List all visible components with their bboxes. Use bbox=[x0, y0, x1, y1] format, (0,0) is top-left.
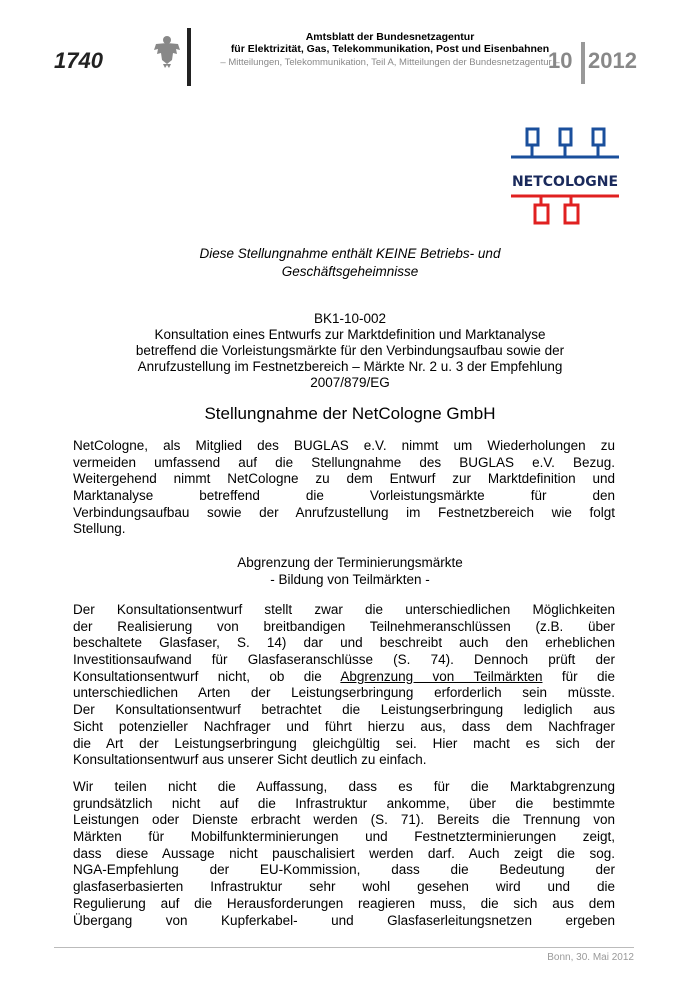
submarket-emphasis: Abgrenzung von Teilmärkten bbox=[340, 668, 543, 684]
text-line: Regulierung auf die Herausforderungen reagieren muss, die sich aus dem bbox=[73, 895, 615, 911]
text-line: vermeiden umfassend auf die Stellungnahme des BUGLAS e.V. Bezug. bbox=[73, 454, 615, 470]
logo-text: NETCOLOGNE bbox=[511, 174, 619, 190]
netcologne-logo bbox=[505, 123, 625, 235]
intro-paragraph bbox=[73, 438, 615, 538]
text-line: Marktanalyse betreffend die Vorleistungsmärkte für den bbox=[73, 488, 615, 504]
text-line: Leistungen oder Dienste erbracht werden (S. 71). Bereits die Trennung von bbox=[73, 812, 615, 828]
bulletin-title-line1: Amtsblatt der Bundesnetzagentur bbox=[305, 31, 475, 43]
text-line: Übergang von Kupferkabel- und Glasfaserleitungsnetzen ergeben bbox=[73, 912, 615, 928]
text-line: NetCologne, als Mitglied des BUGLAS e.V. nimmt um Wiederholungen zu bbox=[73, 438, 615, 453]
page-number: 1740 bbox=[54, 48, 103, 73]
case-number: BK1-10-002 bbox=[313, 311, 387, 326]
case-line1: Konsultation eines Entwurfs zur Marktdefinition und Marktanalyse bbox=[154, 327, 546, 342]
text-line: Sicht potenzieller Nachfrager und führt hierzu aus, dass dem Nachfrager bbox=[73, 718, 615, 734]
text-line: grundsätzlich nicht auf die Infrastruktur ankomme, über die bestimmte bbox=[73, 795, 615, 811]
bulletin-title-line2: für Elektrizität, Gas, Telekommunikation, Post und Eisenbahnen bbox=[230, 43, 550, 55]
text-line bbox=[73, 669, 615, 686]
text-line: Der Konsultationsentwurf betrachtet die Leistungserbringung lediglich aus bbox=[73, 702, 615, 718]
text-line: beschaltete Glasfaser, S. 14) dar und beschreibt auch den erheblichen bbox=[73, 635, 615, 651]
footer-rule bbox=[54, 947, 634, 948]
bulletin-title bbox=[195, 31, 585, 55]
text-line: Märkten für Mobilfunkterminierungen und Festnetzterminierungen zeigt, bbox=[73, 829, 615, 845]
text-line: Konsultationsentwurf aus unserer Sicht deutlich zu einfach. bbox=[73, 752, 427, 768]
confidentiality-notice bbox=[100, 245, 600, 281]
consultation-paragraph bbox=[73, 602, 615, 769]
text-line: NGA-Empfehlung der EU-Kommission, dass die Bedeutung der bbox=[73, 862, 615, 878]
header-divider bbox=[187, 28, 191, 86]
text-line: die Art der Leistungserbringung gleichgültig sei. Hier macht es sich der bbox=[73, 735, 615, 751]
section-heading-line2: - Bildung von Teilmärkten - bbox=[270, 571, 430, 587]
text-line: Stellung. bbox=[73, 521, 126, 537]
text-line: Investitionsaufwand für Glasfaseranschlüsse (S. 74). Dennoch prüft der bbox=[73, 652, 615, 668]
bulletin-subtitle: – Mitteilungen, Telekommunikation, Teil A, Mitteilungen der Bundesnetzagentur – bbox=[220, 57, 560, 68]
text-line: Wir teilen nicht die Auffassung, dass es für die Marktabgrenzung bbox=[73, 779, 615, 794]
section-heading-line1: Abgrenzung der Terminierungsmärkte bbox=[237, 555, 463, 570]
infrastructure-paragraph bbox=[73, 779, 615, 929]
text-line: dass diese Aussage nicht pauschalisiert werden darf. Auch zeigt die sog. bbox=[73, 845, 615, 861]
notice-line2: Geschäftsgeheimnisse bbox=[281, 264, 419, 279]
text-segment: Konsultationsentwurf nicht, ob die bbox=[73, 668, 341, 684]
issue-number: 10 bbox=[548, 48, 573, 73]
text-line: Verbindungsaufbau sowie der Anrufzustellung im Festnetzbereich wie folgt bbox=[73, 504, 615, 520]
text-segment: für die bbox=[542, 668, 615, 684]
text-line: der Realisierung von breitbandigen Teilnehmeranschlüssen (z.B. über bbox=[73, 618, 615, 634]
case-heading bbox=[60, 311, 640, 391]
issue-divider bbox=[581, 42, 585, 84]
case-line2: betreffend die Vorleistungsmärkte für den Verbindungsaufbau sowie der bbox=[135, 343, 565, 358]
footer-date: Bonn, 30. Mai 2012 bbox=[547, 952, 634, 963]
text-line: Weitergehend nimmt NetCologne zu dem Entwurf zur Marktdefinition und bbox=[73, 471, 615, 487]
case-line3: Anrufzustellung im Festnetzbereich – Märkte Nr. 2 u. 3 der Empfehlung bbox=[137, 359, 563, 374]
federal-eagle-icon bbox=[152, 34, 182, 68]
statement-title: Stellungnahme der NetCologne GmbH bbox=[204, 404, 496, 423]
text-line: Der Konsultationsentwurf stellt zwar die unterschiedlichen Möglichkeiten bbox=[73, 602, 615, 617]
text-line: unterschiedlichen Arten der Leistungserbringung erforderlich sein müsste. bbox=[73, 685, 615, 701]
notice-line1: Diese Stellungnahme enthält KEINE Betriebs- und bbox=[199, 246, 501, 261]
case-line4: 2007/879/EG bbox=[310, 375, 390, 390]
text-line: glasfaserbasierten Infrastruktur sehr wohl gesehen wird und die bbox=[73, 879, 615, 895]
section-heading bbox=[60, 555, 640, 588]
issue-year: 2012 bbox=[588, 48, 637, 73]
